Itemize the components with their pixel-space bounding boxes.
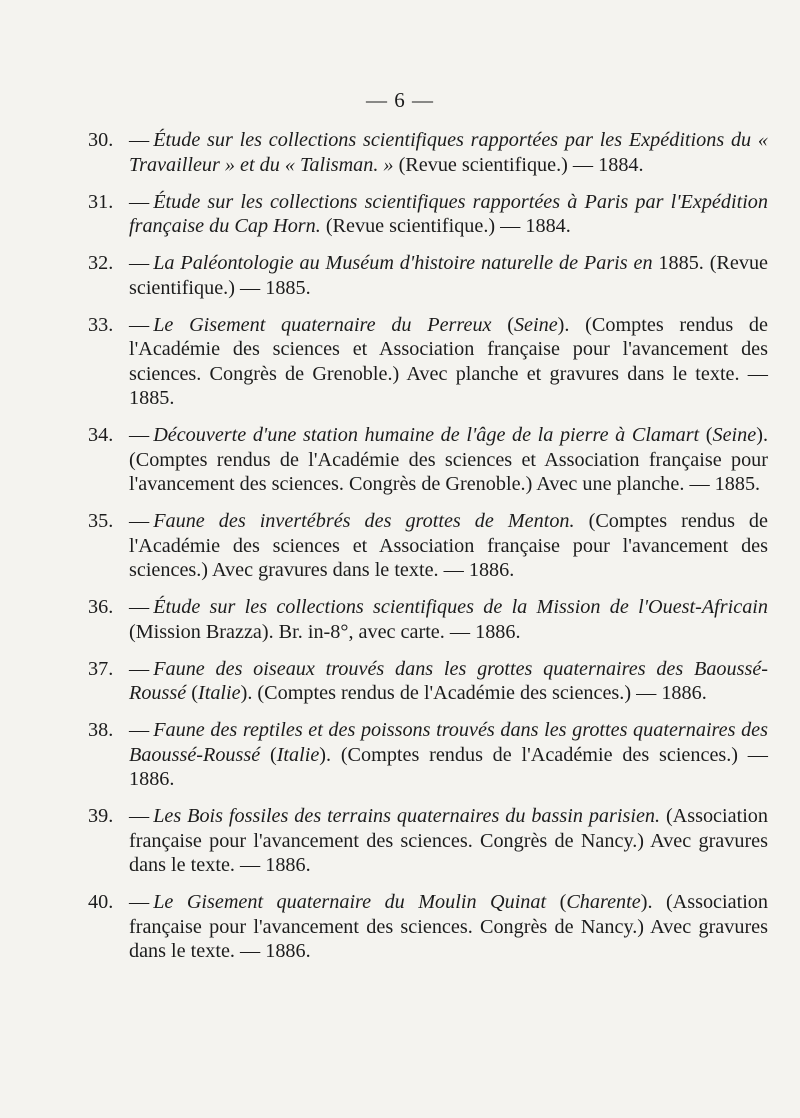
entry-title: Faune des invertébrés des grottes de Menton. xyxy=(153,510,575,532)
entry-citation: (Comptes rendus de l'Académie des sciences et Association française pour l'avancement des sciences.) Avec gravures dans le texte. — 1886. xyxy=(129,510,768,581)
entry-number: 37. xyxy=(88,657,114,680)
entry-number: 32. xyxy=(88,252,114,274)
bibliography-entry: 34. — Découverte d'une station humaine de l'âge de la pierre à Clamart (Seine). (Comptes rendus de l'Académie des sciences et Association française pour l'avancement des sciences. Congrès de Grenoble.) Avec une planche. — 1885. xyxy=(88,424,768,495)
entry-dash: — xyxy=(129,313,150,336)
bibliography-entry: 38. — Faune des reptiles et des poissons trouvés dans les grottes quaternaires des Baoussé-Roussé (Italie). (Comptes rendus de l'Académie des sciences.) — 1886. xyxy=(88,719,768,790)
entry-citation: . (Comptes rendus de l'Académie des sciences.) — 1886. xyxy=(129,743,768,790)
bibliography-entry: 37. — Faune des oiseaux trouvés dans les grottes quaternaires des Baoussé-Roussé (Italie). (Comptes rendus de l'Académie des sciences.) — 1886. xyxy=(88,657,768,704)
bibliography-entry xyxy=(88,128,768,177)
bibliography-entry xyxy=(88,190,768,239)
entry-dash: — xyxy=(129,657,150,680)
entry-location: Italie xyxy=(276,743,320,766)
entry-dash: — xyxy=(129,596,150,618)
entry-title: Le Gisement quaternaire du Perreux xyxy=(153,313,492,336)
entry-number: 38. xyxy=(88,719,114,741)
entry-citation: . (Comptes rendus de l'Académie des sciences.) — 1886. xyxy=(247,682,707,704)
entry-citation: . (Comptes rendus de l'Académie des sciences et Association française pour l'avancement des sciences. Congrès de Grenoble.) Avec une planche. — 1885. xyxy=(129,424,768,495)
entry-citation: . (Association française pour l'avancement des sciences. Congrès de Nancy.) Avec gravures dans le texte. — 1886. xyxy=(129,891,768,962)
entry-title: Étude sur les collections scientifiques de la Mission de l'Ouest-Africain xyxy=(153,596,768,618)
bibliography-entry xyxy=(88,595,768,644)
entry-location: Seine xyxy=(513,313,558,336)
entry-title: Découverte d'une station humaine de l'âge de la pierre à Clamart xyxy=(153,424,700,446)
entry-title: Étude sur les collections scientifiques rapportées par les Expéditions du « Travailleur » et du « Talisman. » xyxy=(129,129,768,176)
entry-citation: . (Comptes rendus de l'Académie des sciences et Association française pour l'avancement des sciences. Congrès de Grenoble.) Avec planche et gravures dans le texte. — 1885. xyxy=(129,313,768,409)
bibliography-entry xyxy=(88,251,768,300)
entry-citation: (Revue scientifique.) — 1884. xyxy=(393,153,644,176)
entry-number: 39. xyxy=(88,805,114,827)
entry-title: Faune des reptiles et des poissons trouvés dans les grottes quaternaires des Baoussé-Roussé xyxy=(129,719,768,766)
entry-dash: — xyxy=(129,719,150,741)
entry-title: Le Gisement quaternaire du Moulin Quinat xyxy=(153,891,547,913)
bibliography-entry: 40. — Le Gisement quaternaire du Moulin Quinat (Charente). (Association française pour l'avancement des sciences. Congrès de Nancy.) Avec gravures dans le texte. — 1886. xyxy=(88,891,768,962)
entry-location: Italie xyxy=(197,682,241,704)
entry-dash: — xyxy=(129,190,150,213)
entry-number: 36. xyxy=(88,596,114,618)
entry-number: 31. xyxy=(88,190,114,213)
entry-citation: (Revue scientifique.) — 1884. xyxy=(320,215,571,237)
entry-number: 34. xyxy=(88,424,114,446)
entry-citation: (Association française pour l'avancement des sciences. Congrès de Nancy.) Avec gravures dans le texte. — 1886. xyxy=(129,805,768,876)
entry-citation: (Mission Brazza). Br. in-8°, avec carte. — 1886. xyxy=(129,620,521,643)
page-number: — 6 — xyxy=(366,88,434,112)
entry-title: La Paléontologie au Muséum d'histoire naturelle de Paris en xyxy=(153,252,653,274)
entry-number: 35. xyxy=(88,510,114,532)
entry-dash: — xyxy=(129,129,150,151)
entry-number: 40. xyxy=(88,891,114,913)
entry-dash: — xyxy=(129,510,150,532)
entry-dash: — xyxy=(129,252,150,274)
entry-location: Charente xyxy=(566,891,641,913)
entry-number: 33. xyxy=(88,313,114,336)
bibliography-list xyxy=(88,128,768,976)
bibliography-entry: 33. — Le Gisement quaternaire du Perreux (Seine). (Comptes rendus de l'Académie des sciences et Association française pour l'avancement des sciences. Congrès de Grenoble.) Avec planche et gravures dans le texte. — 1885. xyxy=(88,313,768,409)
entry-dash: — xyxy=(129,891,150,913)
entry-title: Les Bois fossiles des terrains quaternaires du bassin parisien. xyxy=(153,805,661,827)
entry-dash: — xyxy=(129,424,150,446)
bibliography-entry xyxy=(88,509,768,583)
entry-citation: 1885. (Revue scientifique.) — 1885. xyxy=(129,252,768,299)
entry-title: Faune des oiseaux trouvés dans les grottes quaternaires des Baoussé-Roussé xyxy=(129,657,768,704)
entry-location: Seine xyxy=(712,424,757,446)
bibliography-entry xyxy=(88,804,768,878)
entry-number: 30. xyxy=(88,129,114,151)
entry-title: Étude sur les collections scientifiques rapportées à Paris par l'Expédition française du Cap Horn. xyxy=(129,190,768,237)
entry-dash: — xyxy=(129,805,150,827)
